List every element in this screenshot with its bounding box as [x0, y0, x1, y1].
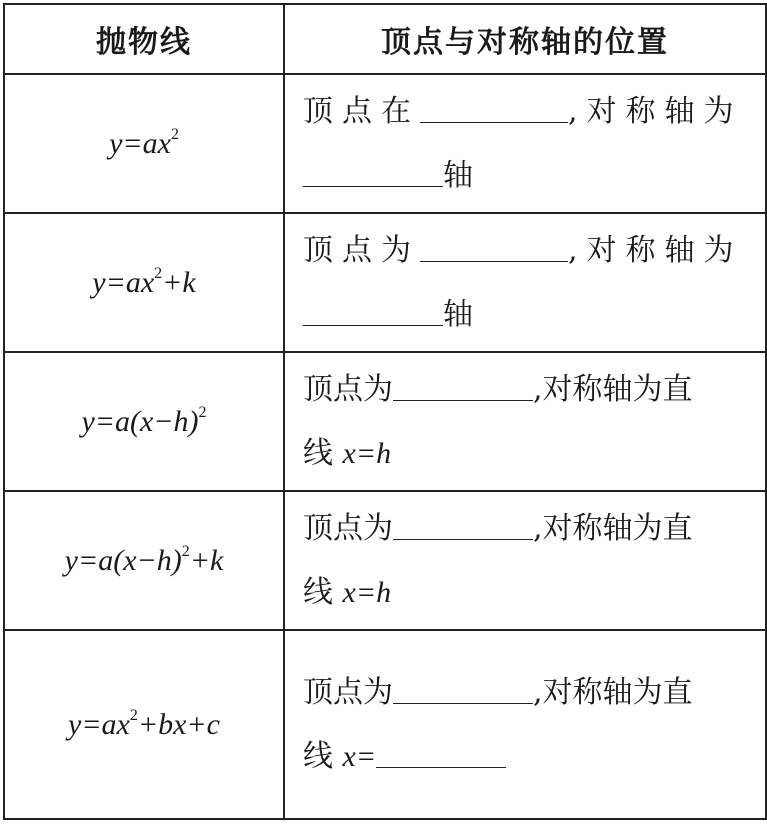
axis-equation: x=h [342, 436, 392, 470]
formula-tail: +bx+c [137, 708, 220, 741]
formula-text: y=ax [92, 266, 155, 299]
description-suffix: ,对称轴为 [568, 232, 743, 268]
table-row [4, 74, 766, 213]
description-line-2 [303, 422, 755, 486]
description-line-1 [303, 661, 755, 725]
description-suffix: ,对称轴为直 [533, 510, 693, 546]
axis-equation: x= [342, 739, 377, 773]
formula-tail: +k [162, 266, 196, 299]
formula-cell [4, 491, 284, 630]
description-prefix: 顶点为 [303, 510, 393, 546]
formula-text: y=ax [68, 708, 130, 741]
table-row [4, 491, 766, 630]
vertex-blank[interactable] [393, 497, 533, 540]
formula-tail: +k [189, 544, 224, 577]
description-cell [284, 352, 766, 491]
description-prefix: 线 [303, 574, 333, 610]
formula-cell [4, 74, 284, 213]
parabola-table [3, 3, 767, 820]
description-suffix: ,对称轴为 [568, 93, 743, 129]
description-prefix: 线 [303, 435, 333, 471]
vertex-blank[interactable] [420, 219, 568, 262]
description-cell [284, 213, 766, 352]
formula-exponent: 2 [170, 126, 179, 143]
header-row [4, 4, 766, 74]
description-line-2 [303, 561, 755, 625]
description-suffix: ,对称轴为直 [533, 674, 693, 710]
description-line-1 [303, 497, 755, 561]
description-line-2 [303, 283, 755, 347]
formula-exponent: 2 [181, 543, 190, 560]
vertex-blank[interactable] [393, 358, 533, 401]
formula-text: y=a(x−h) [81, 405, 199, 438]
table-row [4, 630, 766, 819]
description-line-1 [303, 219, 755, 283]
description-line-2 [303, 725, 755, 789]
vertex-blank[interactable] [393, 661, 533, 704]
description-prefix: 顶点为 [303, 232, 420, 268]
description-line-2 [303, 144, 755, 208]
formula-cell [4, 352, 284, 491]
description-cell [284, 74, 766, 213]
formula-text: y=a(x−h) [64, 544, 182, 577]
axis-blank[interactable] [303, 283, 443, 326]
description-prefix: 顶点为 [303, 371, 393, 407]
description-end: 轴 [443, 296, 473, 332]
description-prefix: 线 [303, 738, 333, 774]
formula-cell [4, 630, 284, 819]
description-line-1 [303, 80, 755, 144]
formula-text: y=ax [109, 127, 171, 160]
description-cell [284, 630, 766, 819]
header-parabola: 抛物线 [4, 4, 284, 74]
description-cell [284, 491, 766, 630]
description-prefix: 顶点在 [303, 93, 420, 129]
description-prefix: 顶点为 [303, 674, 393, 710]
table-row [4, 213, 766, 352]
vertex-blank[interactable] [420, 80, 568, 123]
table-row [4, 352, 766, 491]
description-end: 轴 [443, 157, 473, 193]
axis-blank[interactable] [376, 725, 506, 768]
formula-exponent: 2 [198, 404, 207, 421]
header-vertex-axis: 顶点与对称轴的位置 [284, 4, 766, 74]
description-line-1 [303, 358, 755, 422]
formula-exponent: 2 [129, 707, 138, 724]
description-suffix: ,对称轴为直 [533, 371, 693, 407]
axis-blank[interactable] [303, 144, 443, 187]
axis-equation: x=h [342, 575, 392, 609]
formula-cell [4, 213, 284, 352]
formula-exponent: 2 [154, 265, 163, 282]
